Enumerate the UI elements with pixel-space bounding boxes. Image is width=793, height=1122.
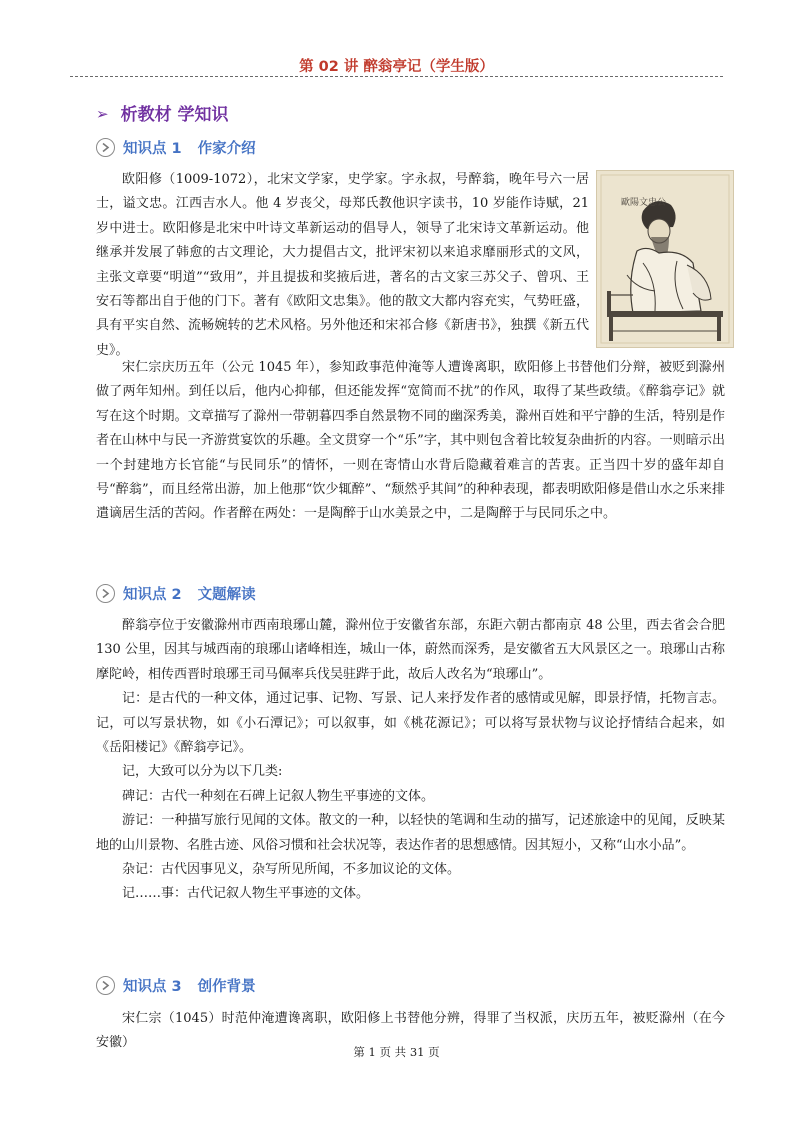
knowledge-point-1-heading [96,137,256,158]
section-title [96,100,229,125]
chevron-circle-icon [96,138,115,157]
chevron-circle-icon [96,584,115,603]
knowledge-point-2-heading [96,583,256,604]
kp1-paragraph-1 [96,168,589,363]
paragraph: 醉翁亭位于安徽滁州市西南琅琊山麓，滁州位于安徽省东部，东距六朝古都南京 48 公里，西去省会合肥 130 公里，因其与城西南的琅琊山诸峰相连，城山一体，蔚然而深秀，是安徽省五大风景区之一。琅琊山古称摩陀岭，相传西晋时琅琊王司马佩率兵伐吴驻跸于此，故后人改名为“琅琊山”。 [96,618,725,682]
paragraph: 宋仁宗庆历五年（公元 1045 年），参知政事范仲淹等人遭谗离职，欧阳修上书替他们分辩，被贬到滁州做了两年知州。到任以后，他内心抑郁，但还能发挥“宽简而不扰”的作风，取得了某些政绩。《醉翁亭记》就写在这个时期。文章描写了滁州一带朝暮四季自然景物不同的幽深秀美，滁州百姓和平宁静的生活，特别是作者在山林中与民一齐游赏宴饮的乐趣。全文贯穿一个“乐”字，其中则包含着比较复杂曲折的内容。一则暗示出一个封建地方长官能“与民同乐”的情怀，一则在寄情山水背后隐藏着难言的苦衷。正当四十岁的盛年却自号“醉翁”，而且经常出游，加上他那“饮少辄醉”、“颓然乎其间”的种种表现，都表明欧阳修是借山水之乐来排遣谪居生活的苦闷。作者醉在两处：一是陶醉于山水美景之中，二是陶醉于与民同乐之中。 [96,360,725,522]
paragraph: 杂记：古代因事见义，杂写所见所闻，不多加议论的文体。 [122,862,461,878]
paragraph: 碑记：古代一种刻在石碑上记叙人物生平事迹的文体。 [122,788,435,804]
header-divider [70,76,723,77]
page-footer: 第 1 页 共 31 页 [353,1045,440,1059]
kp2-name: 文题解读 [197,587,256,603]
section-title-text: 析教材 学知识 [120,105,229,125]
paragraph: 记：是古代的一种文体，通过记事、记物、写景、记人来抒发作者的感情或见解，即景抒情，托物言志。记，可以写景状物，如《小石潭记》；可以叙事，如《桃花源记》；可以将写景状物与议论抒情结合起来，如《岳阳楼记》《醉翁亭记》。 [96,691,725,756]
kp3-name: 创作背景 [197,979,256,995]
kp1-number: 知识点 1 [123,141,182,157]
knowledge-point-3-heading [96,975,256,996]
paragraph: 宋仁宗（1045）时范仲淹遭谗离职，欧阳修上书替他分辨，得罪了当权派，庆历五年，被贬滁州（在今安徽） [96,1011,725,1051]
arrow-bullet-icon: ➢ [96,105,109,123]
portrait-illustration [597,171,733,347]
page-header: 第 02 讲 醉翁亭记（学生版） [299,59,494,75]
ouyang-xiu-portrait [596,170,734,348]
kp3-number: 知识点 3 [123,979,182,995]
chevron-circle-icon [96,976,115,995]
paragraph: 记，大致可以分为以下几类: [122,764,283,780]
paragraph: 游记：一种描写旅行见闻的文体。散文的一种，以轻快的笔调和生动的描写，记述旅途中的见闻，反映某地的山川景物、名胜古迹、风俗习惯和社会状况等，表达作者的思想感情。因其短小，又称“山水小品”。 [96,813,725,853]
paragraph: 记……事：古代记叙人物生平事迹的文体。 [122,886,370,902]
paragraph: 欧阳修（1009-1072），北宋文学家，史学家。字永叔，号醉翁，晚年号六一居士，谥文忠。江西吉水人。他 4 岁丧父，母郑氏教他识字读书，10 岁能作诗赋，21 岁中进士。欧阳修是北宋中叶诗文革新运动的倡导人，领导了北宋诗文革新运动。他继承并发展了韩愈的古文理论，大力提倡古文，批评宋初以来追求靡丽形式的文风，主张文章要“明道”“致用”，并且提拔和奖掖后进，著名的古文家三苏父子、曾巩、王安石等都出自于他的门下。著有《欧阳文忠集》。他的散文大都内容充实，气势旺盛，具有平实自然、流畅婉转的艺术风格。另外他还和宋祁合修《新唐书》，独撰《新五代史》。 [96,172,589,358]
kp2-number: 知识点 2 [123,587,182,603]
kp1-paragraph-2 [96,356,725,527]
kp2-body [96,614,725,907]
kp1-name: 作家介绍 [197,141,256,157]
portrait-inscription: 歐陽文忠公 [621,198,667,208]
